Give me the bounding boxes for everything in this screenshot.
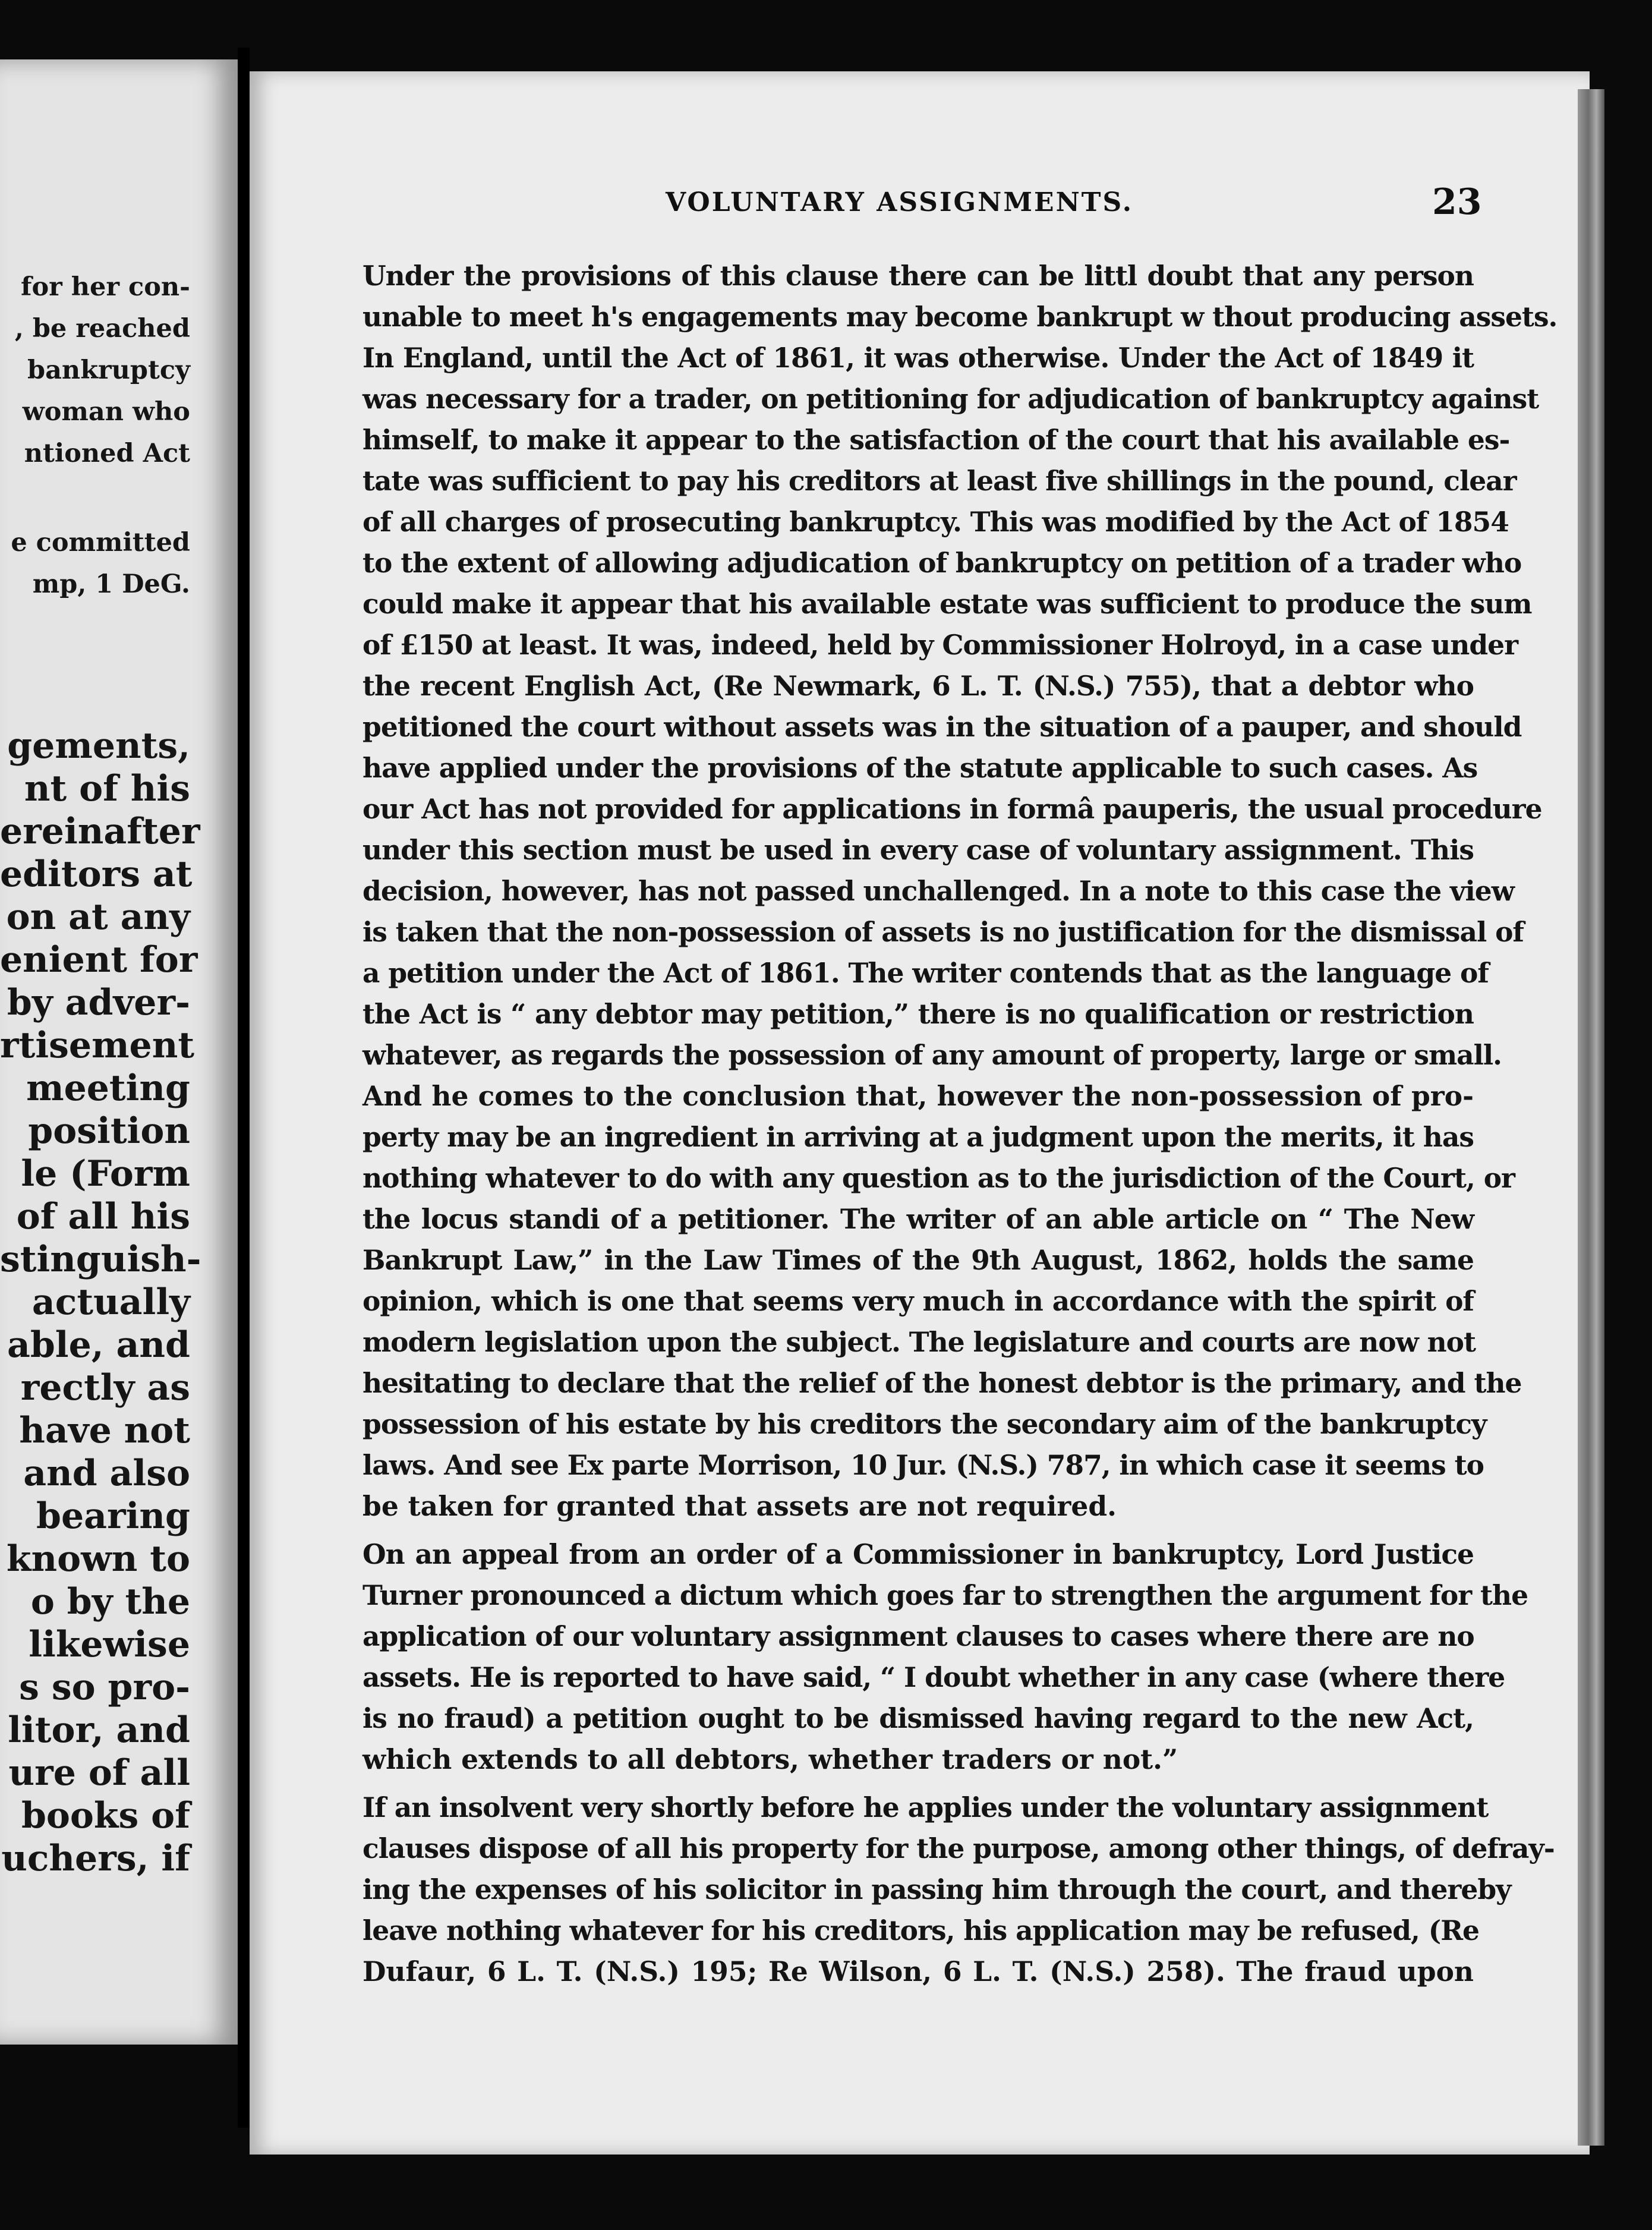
left-line: actually [31, 1281, 190, 1323]
left-line: mp, 1 DeG. [32, 569, 190, 599]
text-line: a petition under the Act of 1861. The writer contends that as the language of [362, 957, 1489, 989]
left-line: nt of his [24, 768, 190, 810]
text-line: nothing whatever to do with any question as to the jurisdiction of the Court, or [362, 1162, 1515, 1194]
text-line: which extends to all debtors, whether traders or not.” [362, 1743, 1178, 1775]
left-line: editors at [0, 853, 193, 895]
text-line: the Act is “ any debtor may petition,” there is no qualification or restriction [362, 998, 1474, 1030]
text-line: laws. And see Ex parte Morrison, 10 Jur. (N.S.) 787, in which case it seems to [362, 1449, 1484, 1481]
left-line: o by the [30, 1581, 190, 1623]
text-line: our Act has not provided for applications in formâ pauperis, the usual procedure [362, 793, 1542, 825]
left-line: books of [21, 1795, 190, 1837]
left-line: position [28, 1110, 190, 1152]
left-line: , be reached [14, 314, 190, 344]
left-line: of all his [16, 1196, 190, 1237]
left-line: known to [6, 1538, 190, 1580]
left-line: rtisement [0, 1025, 195, 1066]
text-line: petitioned the court without assets was in the situation of a pauper, and should [362, 711, 1522, 743]
page-number: 23 [1432, 181, 1482, 223]
left-line: for her con- [20, 272, 190, 302]
book-spine [238, 48, 250, 2128]
left-line: meeting [26, 1067, 190, 1109]
left-line: by adver- [7, 982, 190, 1023]
text-line: Turner pronounced a dictum which goes far to strengthen the argument for the [362, 1579, 1528, 1611]
text-line: clauses dispose of all his property for the purpose, among other things, of defray- [362, 1832, 1555, 1864]
paragraph [321, 1787, 1555, 1992]
text-line: be taken for granted that assets are not required. [362, 1490, 1117, 1522]
paragraph [321, 1534, 1528, 1780]
left-line: woman who [22, 397, 190, 427]
left-line: bearing [36, 1495, 190, 1537]
text-line: of all charges of prosecuting bankruptcy. This was modified by the Act of 1854 [362, 506, 1509, 538]
text-line: whatever, as regards the possession of any amount of property, large or small. [362, 1039, 1502, 1071]
left-line: have not [19, 1410, 190, 1451]
text-line: hesitating to declare that the relief of the honest debtor is the primary, and the [362, 1367, 1522, 1399]
text-line: application of our voluntary assignment clauses to cases where there are no [362, 1620, 1474, 1652]
left-line: le (Form [21, 1153, 190, 1195]
left-line: uchers, if [1, 1838, 190, 1879]
running-head: VOLUNTARY ASSIGNMENTS. [666, 187, 1134, 218]
text-line: himself, to make it appear to the satisfaction of the court that his available es- [362, 424, 1510, 456]
text-line: Dufaur, 6 L. T. (N.S.) 195; Re Wilson, 6 L. T. (N.S.) 258). The fraud upon [362, 1955, 1474, 1988]
left-line: rectly as [20, 1367, 190, 1409]
text-line: perty may be an ingredient in arriving at a judgment upon the merits, it has [362, 1121, 1474, 1153]
text-line: the locus standi of a petitioner. The writer of an able article on “ The New [362, 1203, 1474, 1235]
text-line: assets. He is reported to have said, “ I doubt whether in any case (where there [362, 1661, 1505, 1693]
text-line: was necessary for a trader, on petitioning for adjudication of bankruptcy against [362, 383, 1539, 415]
left-line: and also [23, 1453, 190, 1494]
text-line: unable to meet h's engagements may become bankrupt w thout producing assets. [362, 301, 1558, 333]
left-line: stinguish- [0, 1239, 201, 1280]
text-line: ing the expenses of his solicitor in passing him through the court, and thereby [362, 1873, 1511, 1905]
text-line: In England, until the Act of 1861, it was otherwise. Under the Act of 1849 it [362, 342, 1474, 374]
text-line: Under the provisions of this clause there can be littl doubt that any person [362, 260, 1474, 292]
left-line: s so pro- [19, 1667, 190, 1708]
text-line: Bankrupt Law,” in the Law Times of the 9th August, 1862, holds the same [362, 1244, 1474, 1276]
text-line: of £150 at least. It was, indeed, held by Commissioner Holroyd, in a case under [362, 629, 1518, 661]
text-line: opinion, which is one that seems very much in accordance with the spirit of [362, 1285, 1474, 1317]
text-line: is no fraud) a petition ought to be dismissed having regard to the new Act, [362, 1702, 1474, 1734]
left-line: bankruptcy [27, 355, 190, 385]
text-line: modern legislation upon the subject. The legislature and courts are now not [362, 1326, 1476, 1358]
text-line: If an insolvent very shortly before he applies under the voluntary assignment [362, 1791, 1489, 1823]
left-line: on at any [6, 896, 190, 938]
text-line: possession of his estate by his creditors the secondary aim of the bankruptcy [362, 1408, 1487, 1440]
text-line: decision, however, has not passed unchallenged. In a note to this case the view [362, 875, 1514, 907]
body-text [321, 256, 1558, 1992]
left-line: e committed [11, 528, 190, 558]
left-line: likewise [29, 1624, 190, 1665]
text-line: have applied under the provisions of the statute applicable to such cases. As [362, 752, 1478, 784]
text-line: the recent English Act, (Re Newmark, 6 L. T. (N.S.) 755), that a debtor who [362, 670, 1474, 702]
text-line: And he comes to the conclusion that, however the non-possession of pro- [362, 1080, 1474, 1112]
text-line: under this section must be used in every case of voluntary assignment. This [362, 834, 1474, 866]
text-line: is taken that the non-possession of assets is no justification for the dismissal of [362, 916, 1524, 948]
left-line: able, and [7, 1324, 190, 1366]
page-edge [1578, 89, 1604, 2146]
text-line: leave nothing whatever for his creditors, his application may be refused, (Re [362, 1914, 1479, 1946]
paragraph [321, 256, 1558, 1527]
left-line: gements, [7, 725, 190, 767]
left-line: ure of all [8, 1752, 190, 1794]
left-line: enient for [0, 939, 198, 981]
left-page-fragment [0, 59, 238, 2045]
text-line: to the extent of allowing adjudication of bankruptcy on petition of a trader who [362, 547, 1522, 579]
text-line: tate was sufficient to pay his creditors at least five shillings in the pound, clear [362, 465, 1517, 497]
left-line: litor, and [8, 1709, 190, 1751]
left-line: ntioned Act [24, 439, 190, 468]
text-line: On an appeal from an order of a Commissioner in bankruptcy, Lord Justice [362, 1538, 1474, 1570]
text-line: could make it appear that his available estate was sufficient to produce the sum [362, 588, 1532, 620]
left-line: ereinafter [0, 811, 200, 852]
